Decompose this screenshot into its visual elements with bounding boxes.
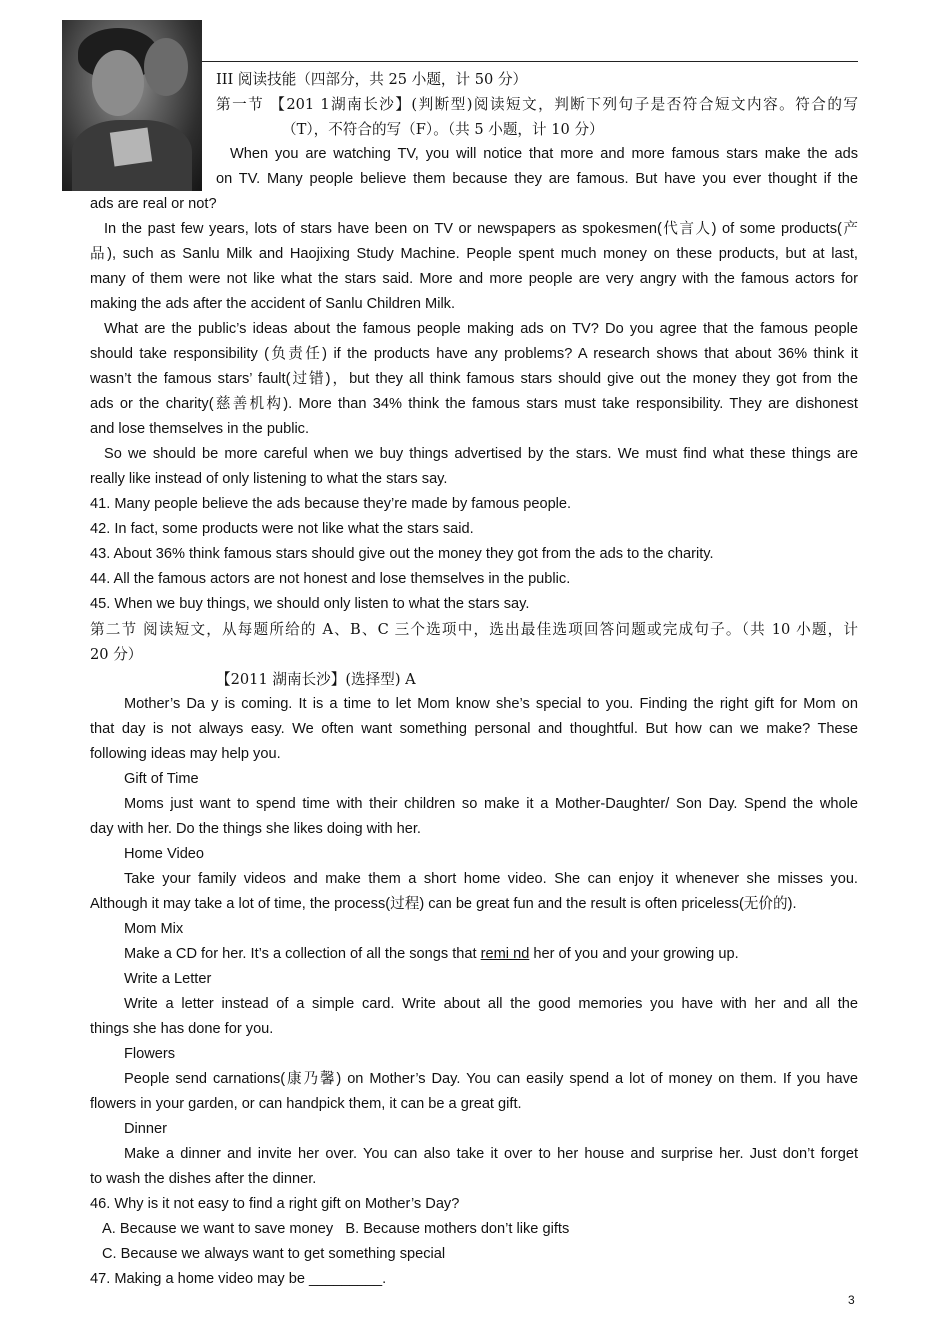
question-43: 43. About 36% think famous stars should give out the money they got from the ads to the charity. xyxy=(90,546,714,562)
passage2-line: Moms just want to spend time with their children so make it a Mother-Daughter/ Son Day. Spend the whole xyxy=(124,796,858,812)
subheading-gift-of-time: Gift of Time xyxy=(124,771,199,787)
passage1-line: making the ads after the accident of Sanlu Children Milk. xyxy=(90,296,456,312)
passage2-line: People send carnations(康乃馨) on Mother’s Day. You can easily spend a lot of money on them. If you have xyxy=(124,1071,858,1087)
passage2-line: Make a CD for her. It’s a collection of all the songs that remi nd her of you and your growing up. xyxy=(124,946,739,962)
question-46: 46. Why is it not easy to find a right gift on Mother’s Day? xyxy=(90,1196,460,1212)
section-title: III 阅读技能（四部分，共 25 小题，计 50 分） xyxy=(216,71,528,88)
passage2-line: Mother’s Da y is coming. It is a time to let Mom know she’s special to you. Finding the right gift for Mom on xyxy=(124,696,858,712)
passage1-line: many of them were not like what the stars said. More and more people are very angry with the famous actors for xyxy=(90,271,858,287)
passage1-line: really like instead of only listening to what the stars say. xyxy=(90,471,448,487)
question-47: 47. Making a home video may be _________. xyxy=(90,1271,387,1287)
passage1-line: and lose themselves in the public. xyxy=(90,421,310,437)
passage1-line: When you are watching TV, you will notice that more and more famous stars make the ads xyxy=(230,146,858,162)
passage1-line: wasn’t the famous stars’ fault(过错)，but they all think famous stars should give out the money they got from the xyxy=(90,371,858,387)
part1-instruction: 第一节 【201 1湖南长沙】(判断型)阅读短文，判断下列句子是否符合短文内容。符合的写 xyxy=(216,96,858,113)
passage2-line: Make a dinner and invite her over. You can also take it over to her house and surprise her. Just don’t forget xyxy=(124,1146,858,1162)
subheading-write-a-letter: Write a Letter xyxy=(124,971,212,987)
passage2-line: day with her. Do the things she likes doing with her. xyxy=(90,821,421,837)
passage-label: 【2011 湖南长沙】(选择型) A xyxy=(216,671,416,688)
subheading-flowers: Flowers xyxy=(124,1046,176,1062)
passage1-line: In the past few years, lots of stars have been on TV or newspapers as spokesmen(代言人) of some products(产 xyxy=(104,221,858,237)
passage1-line: 品), such as Sanlu Milk and Haojixing Study Machine. People spent much money on these products, but at last, xyxy=(90,246,858,262)
question-45: 45. When we buy things, we should only listen to what the stars say. xyxy=(90,596,530,612)
passage1-line: So we should be more careful when we buy things advertised by the stars. We must find what these things are xyxy=(104,446,858,462)
subheading-dinner: Dinner xyxy=(124,1121,167,1137)
passage2-line: following ideas may help you. xyxy=(90,746,281,762)
page-number: 3 xyxy=(848,1293,855,1307)
passage2-line: things she has done for you. xyxy=(90,1021,274,1037)
passage2-line: to wash the dishes after the dinner. xyxy=(90,1171,317,1187)
question-41: 41. Many people believe the ads because they’re made by famous people. xyxy=(90,496,572,512)
question-46-option-c: C. Because we always want to get something special xyxy=(102,1246,446,1262)
part2-instruction: 第二节 阅读短文，从每题所给的 A、B、C 三个选项中，选出最佳选项回答问题或完成句子。（共 10 小题，计 xyxy=(90,621,858,638)
header-rule xyxy=(202,61,858,62)
illustration-photo xyxy=(62,20,202,191)
question-46-options-ab: A. Because we want to save money B. Because mothers don’t like gifts xyxy=(102,1221,570,1237)
subheading-home-video: Home Video xyxy=(124,846,205,862)
question-42: 42. In fact, some products were not like what the stars said. xyxy=(90,521,474,537)
subheading-mom-mix: Mom Mix xyxy=(124,921,184,937)
passage2-line: flowers in your garden, or can handpick them, it can be a great gift. xyxy=(90,1096,522,1112)
passage1-line: ads are real or not? xyxy=(90,196,217,212)
passage2-line: Take your family videos and make them a short home video. She can enjoy it whenever she misses you. xyxy=(124,871,858,887)
passage1-line: should take responsibility (负责任) if the products have any problems? A research shows that about 36% think it xyxy=(90,346,858,362)
passage1-line: ads or the charity(慈善机构). More than 34% think the famous stars must take responsibility. They are dishonest xyxy=(90,396,858,412)
passage2-line: Write a letter instead of a simple card. Write about all the good memories you have with her and all the xyxy=(124,996,858,1012)
part2-instruction-cont: 20 分） xyxy=(90,646,143,663)
underlined-word: remi nd xyxy=(480,946,530,962)
question-44: 44. All the famous actors are not honest and lose themselves in the public. xyxy=(90,571,571,587)
part1-instruction-cont: （T），不符合的写（F）。（共 5 小题，计 10 分） xyxy=(282,121,604,138)
passage1-line: What are the public’s ideas about the famous people making ads on TV? Do you agree that the famous people xyxy=(104,321,858,337)
passage2-line: Although it may take a lot of time, the process(过程) can be great fun and the result is often priceless(无价的). xyxy=(90,896,797,912)
passage1-line: on TV. Many people believe them because they are famous. But have you ever thought if the xyxy=(216,171,858,187)
passage2-line: that day is not always easy. We often want something personal and thoughtful. But how can we make? These xyxy=(90,721,858,737)
